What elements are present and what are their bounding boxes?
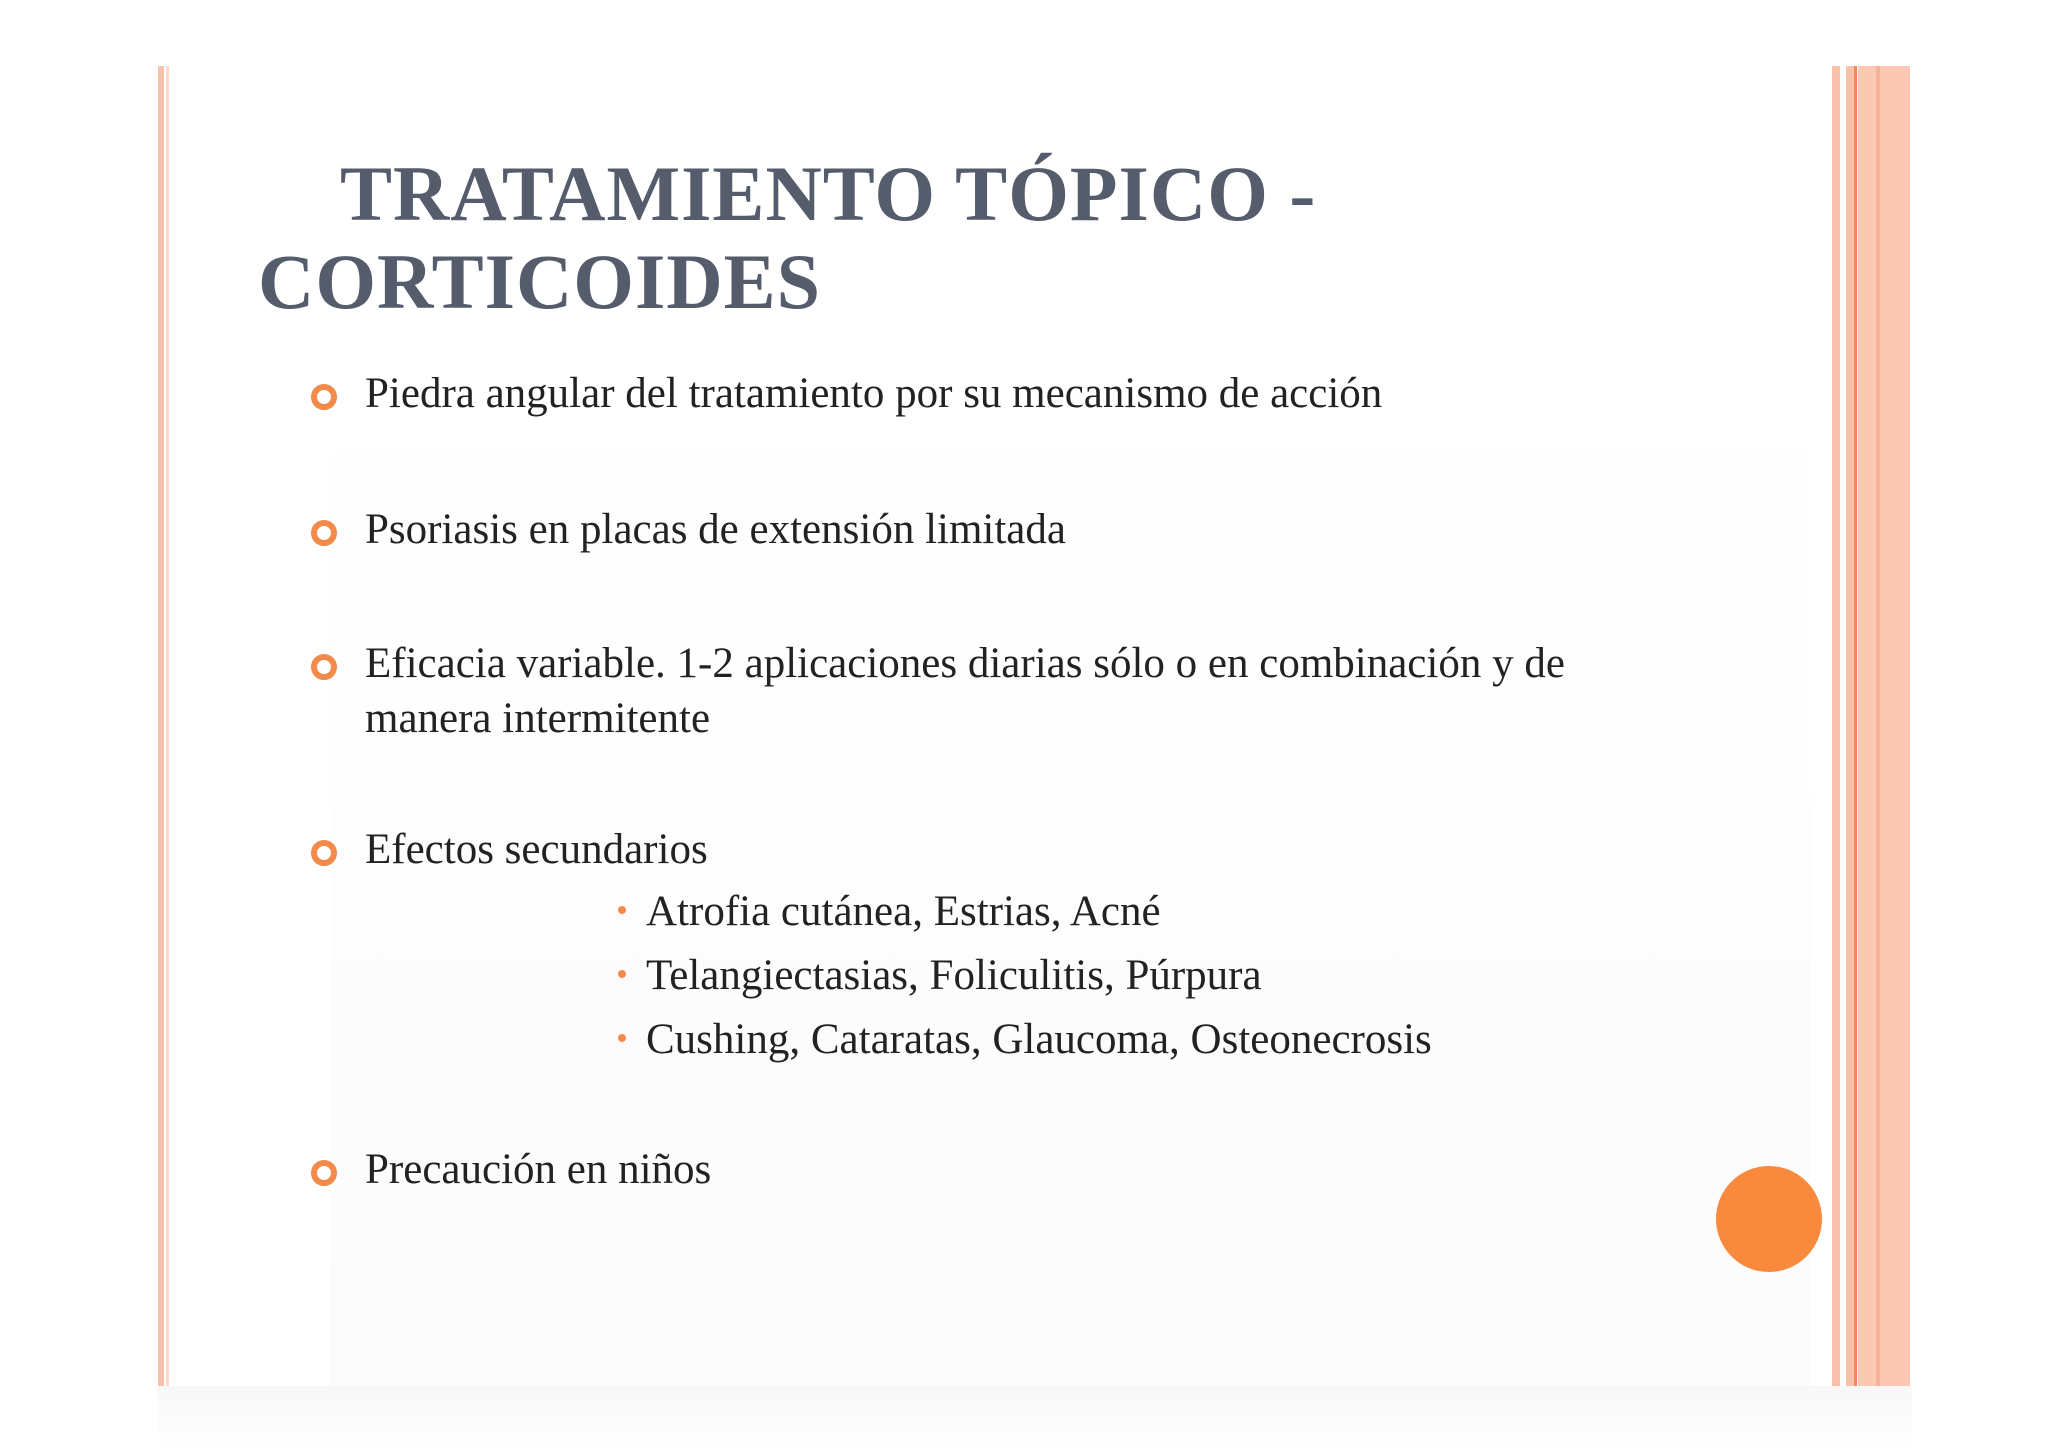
slide-title-line-2: CORTICOIDES <box>258 238 822 325</box>
left-border-stripe <box>158 66 164 1386</box>
ring-bullet-icon <box>311 654 337 680</box>
bullet-text: Efectos secundarios <box>365 826 708 873</box>
right-border-stripe <box>1846 66 1854 1386</box>
bullet-item <box>365 502 1665 557</box>
ring-bullet-icon <box>311 840 337 866</box>
slide-shadow <box>158 1386 1912 1446</box>
ring-bullet-icon <box>311 520 337 546</box>
bullet-text: Precaución en niños <box>365 1146 712 1193</box>
right-border-line <box>1854 66 1857 1386</box>
bullet-item <box>365 1142 1665 1197</box>
bullet-item <box>365 636 1675 746</box>
bullet-text: Piedra angular del tratamiento por su mecanismo de acción <box>365 370 1383 417</box>
right-border-line <box>1876 66 1880 1386</box>
ring-bullet-icon <box>311 1160 337 1186</box>
sub-bullet-item <box>646 884 1746 939</box>
sub-bullet-item <box>646 1012 1746 1067</box>
sub-bullet-text: Telangiectasias, Foliculitis, Púrpura <box>646 952 1262 999</box>
bullet-item <box>365 822 1665 877</box>
bullet-item <box>365 366 1665 421</box>
bullet-text: Psoriasis en placas de extensión limitada <box>365 506 1066 553</box>
dot-bullet-icon <box>618 1034 626 1042</box>
right-border-stripe <box>1832 66 1840 1386</box>
decorative-circle <box>1716 1166 1822 1272</box>
sub-bullet-text: Cushing, Cataratas, Glaucoma, Osteonecrosis <box>646 1016 1432 1063</box>
right-border-band <box>1858 66 1910 1386</box>
sub-bullet-item <box>646 948 1746 1003</box>
dot-bullet-icon <box>618 906 626 914</box>
left-border-stripe-light <box>166 66 169 1386</box>
sub-bullet-text: Atrofia cutánea, Estrias, Acné <box>646 888 1161 935</box>
dot-bullet-icon <box>618 970 626 978</box>
bullet-text: Eficacia variable. 1-2 aplicaciones diarias sólo o en combinación y de manera intermitente <box>365 640 1565 742</box>
slide-title <box>258 150 1758 326</box>
ring-bullet-icon <box>311 384 337 410</box>
slide-title-line-1: TRATAMIENTO TÓPICO - <box>340 150 1317 237</box>
